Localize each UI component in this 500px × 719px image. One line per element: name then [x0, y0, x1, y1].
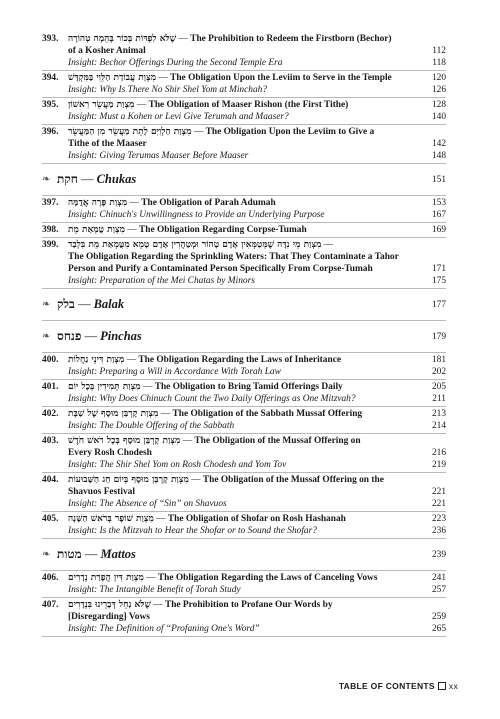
entry-title-cont: Every Rosh Chodesh: [68, 448, 152, 458]
square-icon: [438, 682, 446, 690]
entry-title: The Obligation of Parah Adumah: [141, 198, 276, 208]
table-of-contents: [42, 32, 446, 637]
insight-title: Insight: Preparing a Will in Accordance With Torah Law: [68, 367, 281, 377]
entry-number: 400.: [42, 355, 59, 365]
entry-title-line: [68, 513, 424, 525]
section-hebrew: פנחס: [57, 329, 82, 343]
scroll-ornament-icon: ❧: [42, 548, 51, 560]
scroll-ornament-icon: ❧: [42, 298, 51, 310]
entry-hebrew: מִצְוַת עֲבוֹדַת הַלֵּוִי בַּמִּקְדָּשׁ: [68, 73, 157, 83]
entry-title: The Obligation of Maaser Rishon (the First Tithe): [148, 100, 349, 110]
toc-entry: [42, 571, 446, 598]
entry-number: 403.: [42, 436, 59, 446]
entry-hebrew: מִצְוַת פָּרָה אֲדֻמָּה: [68, 198, 128, 208]
entry-title-cont: [Disregarding] Vows: [68, 612, 150, 622]
insight-title: Insight: Must a Kohen or Levi Give Terumah and Maaser?: [68, 112, 289, 122]
entry-title-cont: Person and Purify a Contaminated Person Specifically From Corpse-Tumah: [68, 264, 373, 274]
entry-line: [42, 72, 446, 84]
entry-title-line: [68, 72, 424, 84]
insight-page: 118: [432, 58, 446, 68]
insight-page: 257: [431, 585, 446, 595]
entry-number: 399.: [42, 240, 59, 250]
insight-page: 236: [431, 526, 446, 536]
separator: —: [150, 600, 165, 610]
entry-title-continued: [68, 45, 424, 57]
entry-page: 153: [431, 198, 446, 208]
insight-page: 221: [431, 499, 446, 509]
separator: —: [74, 297, 94, 311]
entry-line: [42, 486, 446, 498]
toc-entry: [42, 434, 446, 473]
entry-title-line: [68, 381, 424, 393]
separator: —: [140, 382, 155, 392]
entry-page: 221: [431, 487, 446, 497]
entry-line: [42, 435, 446, 447]
insight-title: Insight: Giving Terumas Maaser Before Maaser: [68, 151, 249, 161]
entry-title: The Obligation Upon the Leviim to Give a: [205, 127, 375, 137]
entry-number: 395.: [42, 100, 59, 110]
entry-hebrew: מִצְוַת הַלְוִיִּם לָתֵת מַעֲשֵׂר מִן הַמַּעֲשֵׂר: [68, 127, 192, 137]
insight-line: [42, 525, 446, 537]
insight-line: [42, 275, 446, 287]
entry-title-continued: [68, 263, 424, 275]
insight-line: [42, 366, 446, 378]
toc-entry: [42, 407, 446, 434]
page-footer: [0, 681, 458, 691]
separator: —: [81, 329, 101, 343]
entry-title-cont: The Obligation Regarding the Sprinkling Waters: That They Contaminate a Tahor: [68, 252, 399, 262]
section-name: Balak: [93, 297, 125, 311]
insight-page: 167: [431, 210, 446, 220]
entry-title-line: [68, 354, 424, 366]
entry-title-continued: [68, 251, 424, 263]
entry-title-cont: Shavuos Festival: [68, 487, 135, 497]
entry-line: [42, 381, 446, 393]
insight-line: [42, 459, 446, 471]
entry-hebrew: מִצְוַת מֵי נִדָּה שֶׁמְּטַמְּאִין אָדָם טָהוֹר וּמְטַהֲרִין אָדָם טָמֵא מִטֻּמְאַת מֵת בִּלְבַד: [68, 240, 322, 250]
entry-title: The Prohibition to Profane Our Words by: [164, 600, 333, 610]
entry-page: 181: [431, 355, 446, 365]
toc-entry: [42, 473, 446, 512]
separator: —: [127, 198, 142, 208]
toc-entry: [42, 196, 446, 223]
entry-page: 259: [431, 612, 446, 622]
entry-page: 142: [431, 139, 446, 149]
section-name: Chukas: [96, 172, 137, 186]
entry-line: [42, 99, 446, 111]
separator: —: [321, 240, 334, 250]
section-name: Mattos: [100, 547, 136, 561]
entry-number: 397.: [42, 198, 59, 208]
entry-number: 393.: [42, 34, 59, 44]
insight-title: Insight: The Intangible Benefit of Torah Study: [68, 585, 241, 595]
toc-entry: [42, 380, 446, 407]
entry-title-line: [68, 99, 424, 111]
separator: —: [134, 100, 149, 110]
entry-line: [42, 239, 446, 251]
entry-hebrew: מִצְוַת דִּין הֲפָרַת נְדָרִים: [68, 573, 144, 583]
entry-page: 112: [432, 46, 446, 56]
insight-page: 175: [431, 276, 446, 286]
entry-title-line: [68, 572, 424, 584]
section-hebrew: בלק: [57, 297, 75, 311]
entry-title-line: [68, 126, 424, 138]
entry-title-line: [68, 239, 424, 251]
entry-number: 401.: [42, 382, 59, 392]
toc-entry: [42, 238, 446, 289]
entry-title: The Obligation of the Mussaf Offering on the: [202, 475, 384, 485]
entry-page: 120: [431, 73, 446, 83]
entry-title: The Obligation of Shofar on Rosh Hashanah: [167, 514, 346, 524]
insight-title: Insight: The Shir Shel Yom on Rosh Chodesh and Yom Tov: [68, 460, 287, 470]
entry-page: 223: [431, 514, 446, 524]
separator: —: [124, 355, 139, 365]
entry-title: The Obligation of the Sabbath Mussaf Offering: [172, 409, 363, 419]
scroll-ornament-icon: ❧: [42, 330, 51, 342]
entry-line: [42, 354, 446, 366]
entry-title-line: [68, 599, 424, 611]
entry-line: [42, 224, 446, 236]
entry-title-line: [68, 197, 424, 209]
separator: —: [176, 34, 191, 44]
entry-number: 396.: [42, 127, 59, 137]
toc-entry: [42, 32, 446, 71]
section-title: [42, 297, 424, 312]
entry-title: The Obligation Regarding the Laws of Inheritance: [138, 355, 342, 365]
separator: —: [158, 409, 173, 419]
entry-line: [42, 45, 446, 57]
separator: —: [143, 573, 158, 583]
insight-line: [42, 57, 446, 69]
insight-page: 140: [431, 112, 446, 122]
insight-line: [42, 623, 446, 635]
insight-line: [42, 209, 446, 221]
entry-line: [42, 611, 446, 623]
entry-number: 407.: [42, 600, 59, 610]
section-page: 177: [431, 299, 446, 310]
insight-line: [42, 584, 446, 596]
section-hebrew: מטות: [57, 547, 82, 561]
entry-line: [42, 126, 446, 138]
insight-line: [42, 84, 446, 96]
toc-entry: [42, 98, 446, 125]
entry-page: 213: [431, 409, 446, 419]
scroll-ornament-icon: ❧: [42, 173, 51, 185]
entry-hebrew: מִצְוַת טֻמְאַת מֵת: [68, 225, 125, 235]
entry-line: [42, 447, 446, 459]
entry-hebrew: מִצְוַת דִּינֵי נַחֲלוֹת: [68, 355, 125, 365]
insight-title: Insight: Preparation of the Mei Chatas by Minors: [68, 276, 255, 286]
entry-line: [42, 513, 446, 525]
entry-hebrew: מִצְוַת תְּמִידִין בְּכָל יוֹם: [68, 382, 141, 392]
section-page: 179: [431, 331, 446, 342]
insight-title: Insight: The Definition of “Profaning One's Word”: [68, 624, 260, 634]
insight-line: [42, 150, 446, 162]
entry-line: [42, 251, 446, 263]
entry-line: [42, 474, 446, 486]
toc-entry: [42, 223, 446, 238]
toc-entry: [42, 353, 446, 380]
section-heading: [42, 321, 446, 353]
separator: —: [188, 475, 203, 485]
footer-label: TABLE OF CONTENTS: [338, 681, 435, 691]
section-title: [42, 547, 424, 562]
entry-number: 398.: [42, 225, 59, 235]
entry-line: [42, 33, 446, 45]
insight-line: [42, 393, 446, 405]
section-name: Pinchas: [100, 329, 142, 343]
section-hebrew: חקת: [57, 172, 78, 186]
entry-number: 405.: [42, 514, 59, 524]
entry-line: [42, 138, 446, 150]
entry-line: [42, 599, 446, 611]
insight-line: [42, 498, 446, 510]
section-heading: [42, 289, 446, 321]
entry-hebrew: מִצְוַת קָרְבַּן מוּסָף בְּיוֹם חַג הַשָּׁבוּעוֹת: [68, 475, 189, 485]
entry-title: The Obligation Upon the Leviim to Serve in the Temple: [170, 73, 392, 83]
insight-line: [42, 111, 446, 123]
insight-title: Insight: Chinuch's Unwillingness to Provide an Underlying Purpose: [68, 210, 325, 220]
entry-page: 241: [431, 573, 446, 583]
entry-title: The Obligation of the Mussaf Offering on: [194, 436, 361, 446]
insight-line: [42, 420, 446, 432]
toc-entry: [42, 598, 446, 637]
entry-hebrew: מִצְוַת קָרְבַּן מוּסָף בְּכָל רֹאשׁ חֹדֶשׁ: [68, 436, 181, 446]
entry-hebrew: מִצְוַת שׁוֹפָר בְּרֹאשׁ הַשָּׁנָה: [68, 514, 154, 524]
insight-page: 265: [431, 624, 446, 634]
insight-page: 219: [431, 460, 446, 470]
entry-title: The Obligation to Bring Tamid Offerings Daily: [154, 382, 343, 392]
separator: —: [124, 225, 140, 235]
entry-title-continued: [68, 486, 424, 498]
toc-entry: [42, 512, 446, 539]
toc-entry: [42, 71, 446, 98]
section-heading: [42, 539, 446, 571]
entry-line: [42, 572, 446, 584]
separator: —: [180, 436, 195, 446]
entry-number: 404.: [42, 475, 59, 485]
entry-line: [42, 263, 446, 275]
insight-page: 126: [431, 85, 446, 95]
entry-line: [42, 197, 446, 209]
entry-title-cont: Tithe of the Maaser: [68, 139, 147, 149]
entry-title: The Obligation Regarding the Laws of Canceling Vows: [157, 573, 378, 583]
entry-title-line: [68, 435, 424, 447]
entry-line: [42, 408, 446, 420]
insight-page: 202: [431, 367, 446, 377]
entry-title-line: [68, 408, 424, 420]
section-heading: [42, 164, 446, 196]
separator: —: [81, 547, 101, 561]
entry-title-continued: [68, 611, 424, 623]
separator: —: [156, 73, 171, 83]
insight-page: 211: [432, 394, 446, 404]
section-page: 239: [431, 549, 446, 560]
section-title: [42, 329, 424, 344]
toc-entry: [42, 125, 446, 164]
insight-page: 214: [431, 421, 446, 431]
entry-title: The Obligation Regarding Corpse-Tumah: [139, 225, 307, 235]
entry-page: 171: [431, 264, 446, 274]
entry-page: 128: [431, 100, 446, 110]
entry-title-line: [68, 474, 424, 486]
entry-page: 216: [431, 448, 446, 458]
entry-title-line: [68, 224, 424, 236]
entry-page: 205: [431, 382, 446, 392]
entry-page: 169: [431, 225, 446, 235]
insight-title: Insight: Bechor Offerings During the Second Temple Era: [68, 58, 283, 68]
entry-title: The Prohibition to Redeem the Firstborn (Bechor): [190, 34, 392, 44]
section-title: [42, 172, 424, 187]
insight-page: 148: [431, 151, 446, 161]
insight-title: Insight: The Absence of “Sin” on Shavuos: [68, 499, 227, 509]
entry-hebrew: שֶׁלֹּא לִפְדּוֹת בְּכוֹר בְּהֵמָה טְהוֹרָה: [68, 34, 177, 44]
entry-hebrew: מִצְוַת קָרְבַּן מוּסָף שֶׁל שַׁבָּת: [68, 409, 159, 419]
entry-number: 394.: [42, 73, 59, 83]
insight-title: Insight: The Double Offering of the Sabbath: [68, 421, 235, 431]
insight-title: Insight: Why Is There No Shir Shel Yom at Minchah?: [68, 85, 268, 95]
entry-number: 406.: [42, 573, 59, 583]
insight-title: Insight: Why Does Chinuch Count the Two Daily Offerings as One Mitzvah?: [68, 394, 356, 404]
entry-title-cont: of a Kosher Animal: [68, 46, 146, 56]
entry-title-line: [68, 33, 424, 45]
separator: —: [77, 172, 97, 186]
insight-title: Insight: Is the Mitzvah to Hear the Shofar or to Sound the Shofar?: [68, 526, 317, 536]
entry-title-continued: [68, 138, 424, 150]
separator: —: [191, 127, 206, 137]
entry-number: 402.: [42, 409, 59, 419]
separator: —: [153, 514, 168, 524]
section-page: 151: [431, 174, 446, 185]
entry-hebrew: מִצְוַת מַעֲשֵׂר רִאשׁוֹן: [68, 100, 135, 110]
entry-hebrew: שֶׁלֹּא נַחֵל דְּבָרֵינוּ בִּנְדָרִים: [68, 600, 151, 610]
entry-title-continued: [68, 447, 424, 459]
footer-page-number: xx: [448, 681, 458, 691]
